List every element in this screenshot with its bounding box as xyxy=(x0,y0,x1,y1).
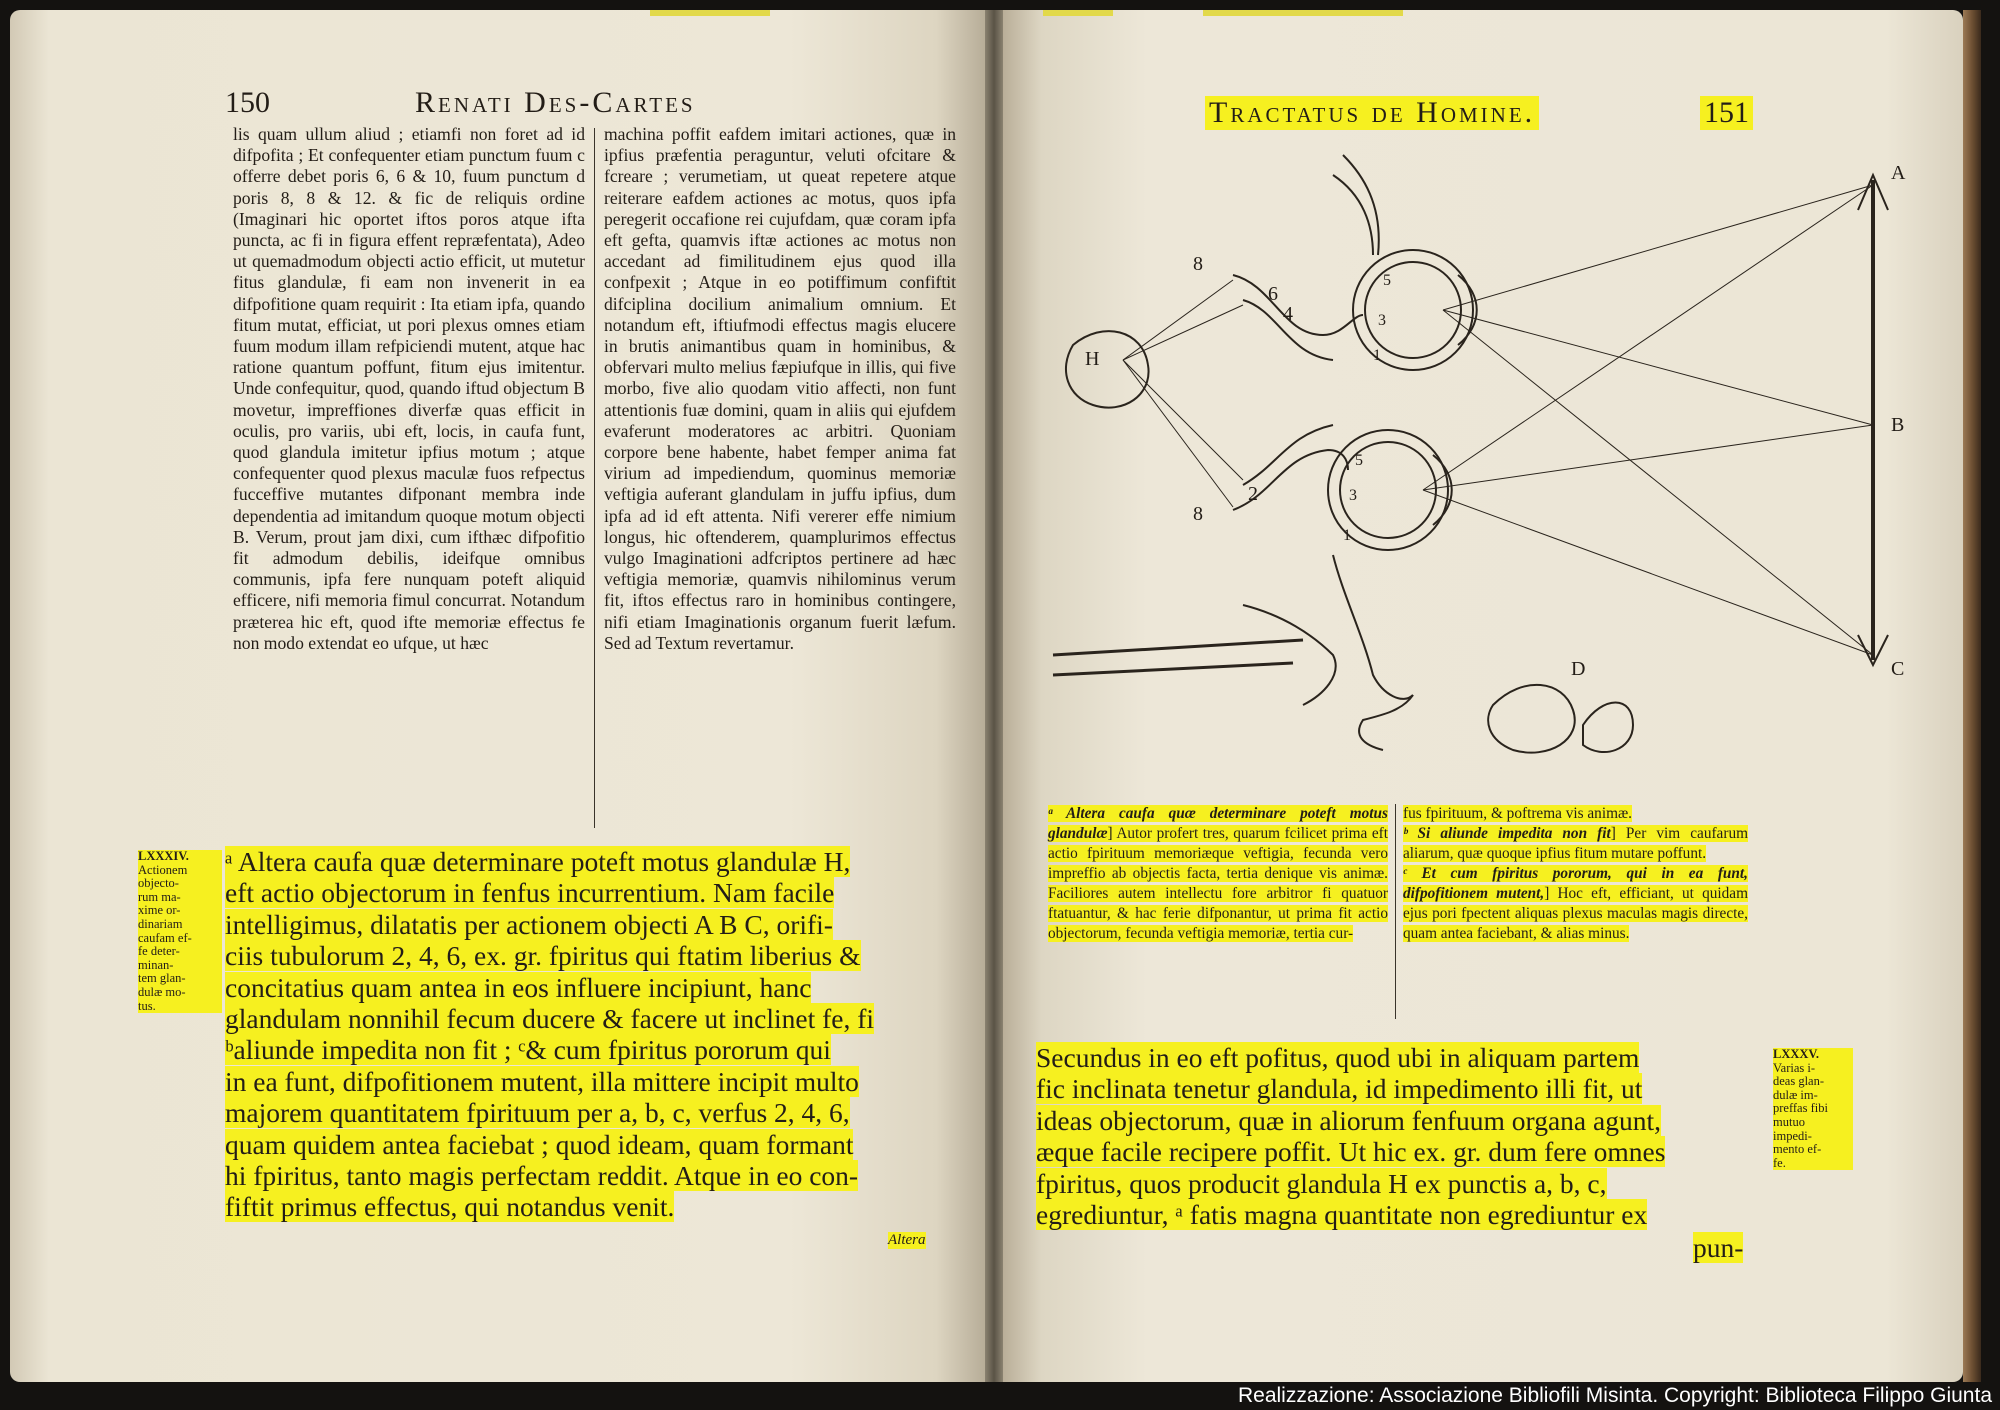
label-6: 6 xyxy=(1268,283,1278,305)
page-number-left: 150 xyxy=(225,86,270,119)
column-rule xyxy=(594,128,595,828)
label-5-upper: 5 xyxy=(1383,272,1391,289)
commentary-column-2: machina poffit eafdem imitari actiones, quæ in ipfius præfentia peraguntur, veluti ofcitare & fcreare ; verumetiam, ut queat repetere atque reiterare eafdem actiones ac motus, quos ipfa peregerit occafione rei cujufdam, quæ coram ipfa eft gefta, quamvis iftæ actiones ac motus non accedant ad fimilitudinem ejus quod illa confpexit ; Atque in eo potiffimum confiftit difciplina docilium animalium omnium. Et notandum eft, iftiufmodi effectus magis elucere in brutis animantibus quam in hominibus, & obfervari multo melius fæpiufque in illis, qui five morbo, five alio quodam vitio affecti, non funt attentionis fuæ domini, quam in aliis qui ejufdem evaferunt moderatores ac arbitri. Quoniam corpore bene habente, habet femper anima fat virium ad impediendum, quominus memoriæ veftigia auferant glandulam in juffu ipfius, dum ipfa ad id eft attenta. Nifi vererer effe nimium longus, hic oftenderem, quamplurimos effectus vulgo Imaginationi adfcriptos pertinere ad hæc veftigia memoriæ, quamvis nihilominus verum fit, iftos effectus raro in hominibus contingere, nifi etiam Imaginationis organum fuerit læfum. Sed ad Textum revertamur. xyxy=(604,124,956,653)
label-A: A xyxy=(1891,162,1906,184)
book-cover-edge xyxy=(1963,10,1981,1390)
footnotes-col-1: ᵃ Altera caufa quæ determinare poteft motus glandulæ] Autor profert tres, quarum fcilicet prima eft actio fpirituum memoriæque veftigia, fecunda vero impreffio ab objectis facta, tertia denique vis animæ. Faciliores autem intellectu fore arbitror fi quatuor ftatuantur, & hac ferie difponantur, ut prima fit actio objectorum, fecunda veftigia memoriæ, tertia cur- xyxy=(1048,805,1388,942)
label-C: C xyxy=(1891,658,1905,680)
margin-note-right: LXXXV. Varias i- deas glan- dulæ im- preffas fibi mutuo impedi- mento ef- fe. xyxy=(1773,1048,1853,1170)
catchword-right: pun- xyxy=(1693,1232,1744,1263)
text-line: ciis tubulorum 2, 4, 6, ex. gr. fpiritus qui ftatim liberius & xyxy=(225,940,861,972)
hand xyxy=(1488,685,1575,753)
label-5-lower: 5 xyxy=(1355,452,1363,469)
text-line: hi fpiritus, tanto magis perfectam reddit. Atque in eo con- xyxy=(225,1160,859,1192)
text-line: intelligimus, dilatatis per actionem objecti A B C, orifi- xyxy=(225,908,833,940)
text-line: fic inclinata tenetur glandula, id impedimento illi fit, ut xyxy=(1036,1073,1643,1105)
text-line: ᵃ Altera caufa quæ determinare poteft motus glandulæ H, xyxy=(225,846,851,877)
text-line: Secundus in eo eft pofitus, quod ubi in aliquam partem xyxy=(1036,1042,1640,1073)
copyright-credit: Realizzazione: Associazione Bibliofili Misinta. Copyright: Biblioteca Filippo Giunta xyxy=(1230,1382,2000,1410)
text-line: egrediuntur, ᵃ fatis magna quantitate non egrediuntur ex xyxy=(1036,1199,1648,1231)
text-line: glandulam nonnihil fecum ducere & facere ut inclinet fe, fi xyxy=(225,1003,875,1035)
label-3-lower: 3 xyxy=(1349,487,1357,504)
margin-note-left: LXXXIV. Actionem objecto- rum ma- xime or- dinariam caufam ef- fe deter- minan- tem glan- dulæ mo- tus. xyxy=(138,850,222,1013)
label-1-lower: 1 xyxy=(1343,527,1351,544)
arrow-object xyxy=(1858,175,1888,665)
footnote-rule xyxy=(1395,804,1396,1019)
left-page xyxy=(10,10,985,1382)
commentary-column-1: lis quam ullum aliud ; etiamfi non foret ad id difpofita ; Et confequenter etiam punctum fuum c offerre debet poris 6, 6 & 10, fuum punctum d poris 8, 8 & 12. & fic de reliquis ordine (Imaginari hic oportet iftos poros atque ifta puncta, ac fi in figura effent repræfentata), Adeo ut quemadmodum objecti actio efficit, ut mutetur fitus glandulæ, fi eam non invenerit in ea difpofitione quam requirit : Ita etiam ipfa, quando fitum mutat, efficiat, ut pori plexus omnes etiam fuum modum illam refpiciendi mutent, atque hac ratione quantum poffunt, fitum ejus imitentur. Unde confequitur, quod, quando iftud objectum B movetur, impreffiones diverfæ quas efficit in oculis, pro variis, ubi eft, locis, in caufa funt, quod glandula imitetur ipfius motum ; atque confequenter quod plexus maculæ fuos refpectus fucceffive mutantes difponant membra inde dependentia ad imitandum quoque motum objecti B. Verum, prout jam dixi, cum ifthæc difpofitio fit admodum debilis, ideifque omnibus communis, ipfa fere nunquam poteft aliquid efficere, nifi memoria fimul concurrat. Notandum præterea hic eft, quod ifte memoriæ effectus fe non modo extendat eo ufque, ut hæc xyxy=(233,124,585,653)
label-B: B xyxy=(1891,414,1905,436)
label-4: 4 xyxy=(1283,303,1293,325)
text-line: fiftit primus effectus, qui notandus venit. xyxy=(225,1191,675,1223)
text-line: in ea funt, difpofitionem mutent, illa mittere incipit multo xyxy=(225,1065,859,1097)
running-head-right: Tractatus de Homine. xyxy=(1205,96,1539,130)
text-line: eft actio objectorum in fenfus incurrentium. Nam facile xyxy=(225,877,835,909)
label-8-upper: 8 xyxy=(1193,253,1203,275)
footnotes-col-2: fus fpirituum, & poftrema vis animæ. ᵇ Si aliunde impedita non fit] Per vim caufarum aliarum, quæ quoque ipfius fitum mutare poffunt. ᶜ Et cum fpiritus pororum, qui in ea funt, difpofitionem mutent,] Hoc eft, efficiant, ut quidam ejus pori fpectent aliquas plexus maculas magis directe, quam antea faciebant, & alias minus. xyxy=(1403,805,1748,942)
label-H: H xyxy=(1085,348,1100,370)
label-1-upper: 1 xyxy=(1373,347,1381,364)
label-8-lower: 8 xyxy=(1193,503,1203,525)
text-line: fpiritus, quos producit glandula H ex punctis a, b, c, xyxy=(1036,1167,1607,1199)
catchword-left: Altera xyxy=(888,1232,926,1248)
eye-upper xyxy=(1353,250,1473,370)
anatomical-figure xyxy=(1043,135,1906,775)
page-number-right: 151 xyxy=(1700,96,1753,130)
label-D: D xyxy=(1571,658,1586,680)
gutter xyxy=(985,10,1003,1382)
main-text-left xyxy=(225,846,960,1223)
label-2: 2 xyxy=(1248,483,1258,505)
text-line: concitatius quam antea in eos influere incipiunt, hanc xyxy=(225,971,812,1003)
text-line: ideas objectorum, quæ in aliorum fenfuum organa agunt, xyxy=(1036,1104,1661,1136)
text-line: ᵇaliunde impedita non fit ; ᶜ& cum fpiritus pororum qui xyxy=(225,1034,831,1066)
book-spread xyxy=(10,10,1990,1390)
pineal-gland xyxy=(1066,331,1149,407)
text-line: quam quidem antea faciebat ; quod ideam, quam formant xyxy=(225,1128,854,1160)
right-page xyxy=(1003,10,1963,1382)
label-3-upper: 3 xyxy=(1378,312,1386,329)
text-line: æque facile recipere poffit. Ut hic ex. gr. dum fere omnes xyxy=(1036,1136,1666,1168)
text-line: majorem quantitatem fpirituum per a, b, c, verfus 2, 4, 6, xyxy=(225,1097,850,1129)
running-head-left: Renati Des-Cartes xyxy=(415,86,696,119)
main-text-right xyxy=(1036,1042,1761,1230)
